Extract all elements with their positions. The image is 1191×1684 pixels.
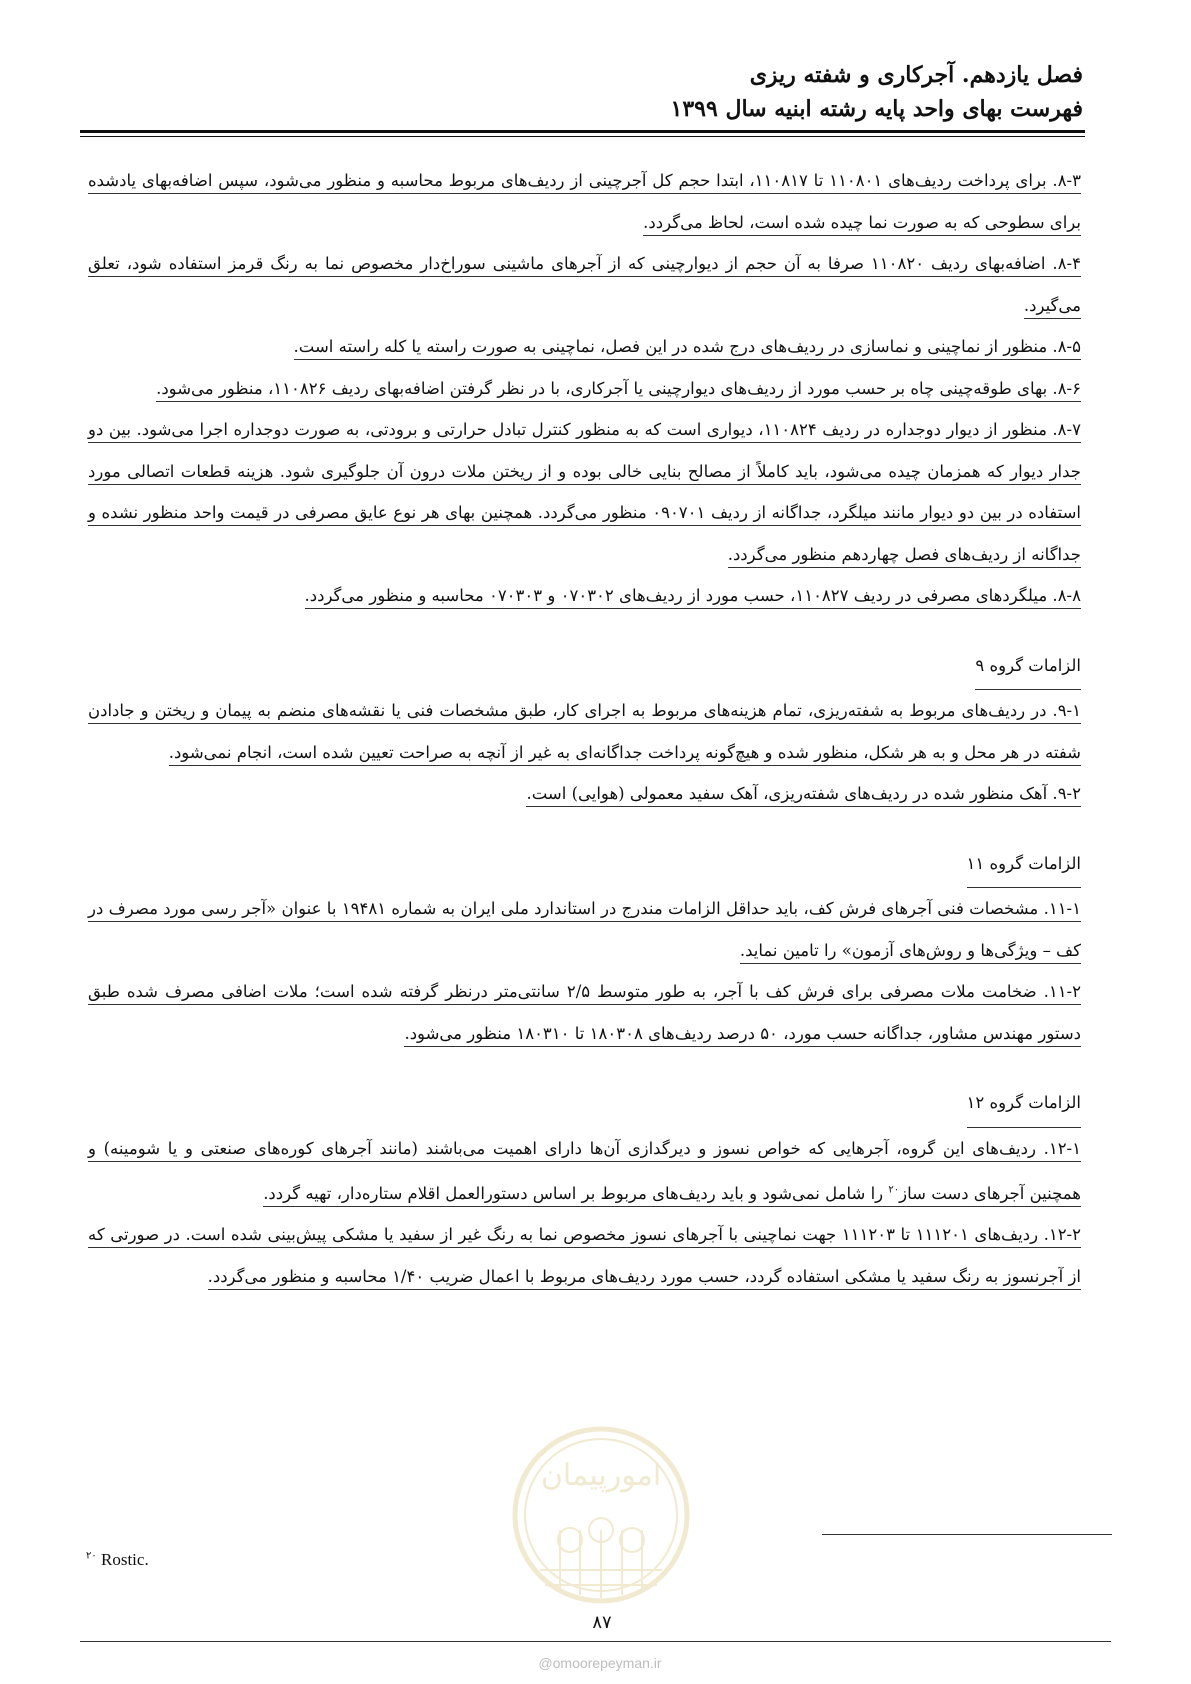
footnote-ref: ۲۰	[888, 1184, 900, 1195]
clause-9-1: ۹-۱. در ردیف‌های مربوط به شفته‌ریزی، تمام هزینه‌های مربوط به اجرای کار، طبق مشخصات فنی یا نقشه‌های منضم به پیمان و ریختن و جادادن شفته در هر محل و به هر شکل، منظور شده و هیچ‌گونه پرداخت جداگانه‌ای به غیر از آنچه به صراحت تعیین شده است، انجام نمی‌شود.	[88, 690, 1081, 773]
clause-9-2: ۹-۲. آهک منظور شده در ردیف‌های شفته‌ریزی، آهک سفید معمولی (هوایی) است.	[88, 773, 1081, 815]
footer-rule	[80, 1641, 1111, 1642]
clause-8-3: ۸-۳. برای پرداخت ردیف‌های ۱۱۰۸۰۱ تا ۱۱۰۸۱۷، ابتدا حجم کل آجرچینی از ردیف‌های مربوط محاسبه و منظور می‌شود، سپس اضافه‌بهای یادشده برای سطوحی که به صورت نما چیده شده است، لحاظ می‌گردد.	[88, 160, 1081, 243]
book-title: فهرست بهای واحد پایه رشته ابنیه سال ۱۳۹۹	[670, 96, 1083, 122]
footnote	[86, 1550, 149, 1570]
group-9-heading: الزامات گروه ۹	[88, 645, 1081, 691]
group-11-heading: الزامات گروه ۱۱	[88, 843, 1081, 889]
clause-12-2: ۱۲-۲. ردیف‌های ۱۱۱۲۰۱ تا ۱۱۱۲۰۳ جهت نماچینی با آجرهای نسوز مخصوص نما به رنگ غیر از سفید یا مشکی پیش‌بینی شده است. در صورتی که از آجرنسوز به رنگ سفید یا مشکی استفاده گردد، حسب مورد ردیف‌های مربوط با اعمال ضریب ۱/۴۰ محاسبه و منظور می‌گردد.	[88, 1214, 1081, 1297]
clause-8-8: ۸-۸. میلگردهای مصرفی در ردیف ۱۱۰۸۲۷، حسب مورد از ردیف‌های ۰۷۰۳۰۲ و ۰۷۰۳۰۳ محاسبه و منظور می‌گردد.	[88, 575, 1081, 617]
watermark-logo-icon	[510, 1380, 692, 1650]
watermark-site: @omoorepeyman.ir	[538, 1655, 662, 1671]
clause-8-7: ۸-۷. منظور از دیوار دوجداره در ردیف ۱۱۰۸۲۴، دیواری است که به منظور کنترل تبادل حرارتی و برودتی، به صورت دوجداره اجرا می‌شود. بین دو جدار دیوار که همزمان چیده می‌شود، باید کاملاً از مصالح بنایی خالی بوده و از ریختن ملات درون آن جلوگیری شود. هزینه قطعات اتصالی مورد استفاده در بین دو دیوار مانند میلگرد، جداگانه از ردیف ۰۹۰۷۰۱ منظور می‌گردد. همچنین بهای هر نوع عایق مصرفی در قیمت واحد منظور نشده و جداگانه از ردیف‌های فصل چهاردهم منظور می‌گردد.	[88, 409, 1081, 575]
footnote-number: ۲۰	[86, 1550, 97, 1562]
footnote-separator	[822, 1534, 1112, 1535]
group-12-heading: الزامات گروه ۱۲	[88, 1082, 1081, 1128]
clause-12-1: ۱۲-۱. ردیف‌های این گروه، آجرهایی که خواص نسوز و دیرگدازی آن‌ها دارای اهمیت می‌باشند (مانند آجرهای کوره‌های صنعتی و یا شومینه) و همچنین آجرهای دست ساز$^{۲۰}$ را شامل نمی‌شود و باید ردیف‌های مربوط بر اساس دستورالعمل اقلام ستاره‌دار، تهیه گردد.	[88, 1128, 1081, 1215]
clause-8-5: ۸-۵. منظور از نماچینی و نماسازی در ردیف‌های درج شده در این فصل، نماچینی به صورت راسته یا کله راسته است.	[88, 326, 1081, 368]
clause-8-4: ۸-۴. اضافه‌بهای ردیف ۱۱۰۸۲۰ صرفا به آن حجم از دیوارچینی که از آجرهای ماشینی سوراخ‌دار مخصوص نما به رنگ قرمز استفاده شود، تعلق می‌گیرد.	[88, 243, 1081, 326]
clause-8-6: ۸-۶. بهای طوقه‌چینی چاه بر حسب مورد از ردیف‌های دیوارچینی یا آجرکاری، با در نظر گرفتن اضافه‌بهای ردیف ۱۱۰۸۲۶، منظور می‌شود.	[88, 368, 1081, 410]
svg-text:امورپیمان: امورپیمان	[540, 1458, 662, 1493]
document-body	[88, 160, 1081, 1297]
header-rule-thin	[80, 136, 1085, 137]
page-number: ۸۷	[592, 1612, 612, 1633]
page-header	[80, 58, 1083, 126]
chapter-title: فصل یازدهم. آجرکاری و شفته ریزی	[749, 62, 1083, 88]
header-rule-thick	[80, 130, 1085, 133]
footnote-text: Rostic.	[96, 1550, 149, 1569]
clause-11-1: ۱۱-۱. مشخصات فنی آجرهای فرش کف، باید حداقل الزامات مندرج در استاندارد ملی ایران به شماره ۱۹۴۸۱ با عنوان «آجر رسی مورد مصرف در کف – ویژگی‌ها و روش‌های آزمون» را تامین نماید.	[88, 888, 1081, 971]
clause-11-2: ۱۱-۲. ضخامت ملات مصرفی برای فرش کف با آجر، به طور متوسط ۲/۵ سانتی‌متر درنظر گرفته شده است؛ ملات اضافی مصرف شده طبق دستور مهندس مشاور، جداگانه حسب مورد، ۵۰ درصد ردیف‌های ۱۸۰۳۰۸ تا ۱۸۰۳۱۰ منظور می‌شود.	[88, 971, 1081, 1054]
